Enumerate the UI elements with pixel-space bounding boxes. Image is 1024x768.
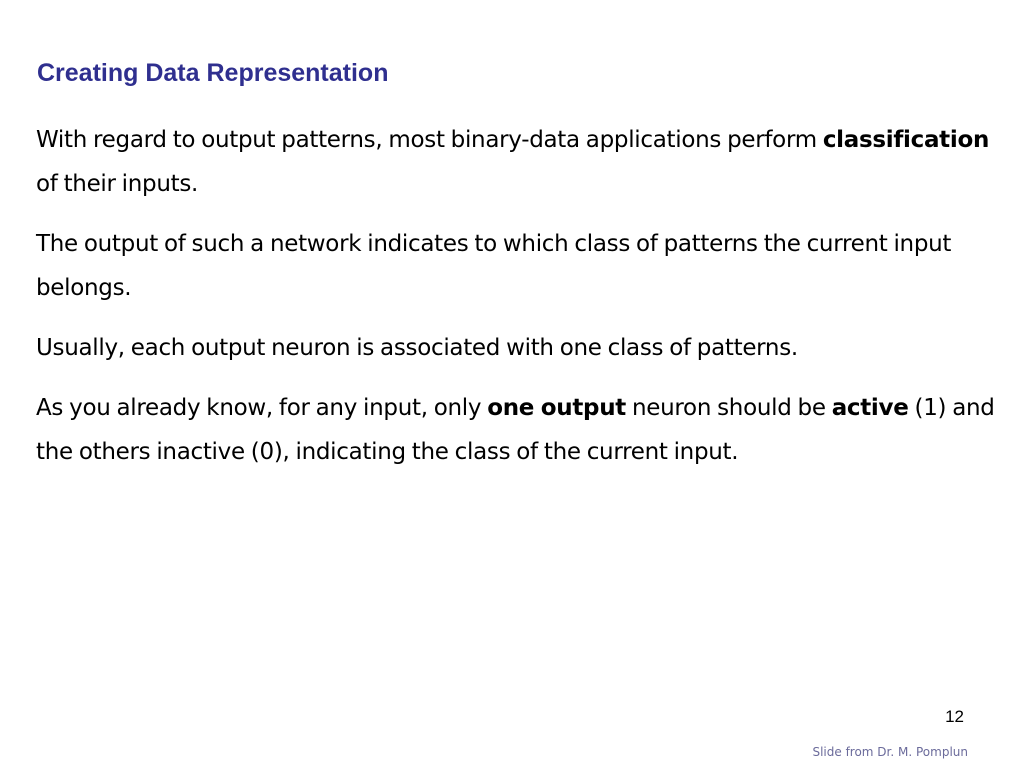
paragraph-one-active <box>36 386 996 474</box>
emphasis-active: active <box>831 395 909 421</box>
emphasis-classification: classification <box>822 127 990 153</box>
paragraph-text: (1) and the others inactive (0), indicating the class of the current input. <box>36 395 995 465</box>
paragraph-classification <box>36 118 996 206</box>
page-number: 12 <box>945 707 964 726</box>
paragraph-text: neuron should be <box>625 395 832 421</box>
paragraph-text: The output of such a network indicates to which class of patterns the current input belongs. <box>36 231 952 301</box>
paragraph-text: of their inputs. <box>36 171 199 197</box>
paragraph-text: Usually, each output neuron is associated with one class of patterns. <box>36 335 798 361</box>
emphasis-one-output: one output <box>487 395 626 421</box>
slide-credit: Slide from Dr. M. Pomplun <box>812 745 968 759</box>
slide-body <box>36 118 996 490</box>
slide-title: Creating Data Representation <box>37 59 389 87</box>
paragraph-text: With regard to output patterns, most binary-data applications perform <box>36 127 823 153</box>
paragraph-network-output <box>36 222 996 310</box>
paragraph-output-neuron <box>36 326 996 370</box>
paragraph-text: As you already know, for any input, only <box>36 395 488 421</box>
